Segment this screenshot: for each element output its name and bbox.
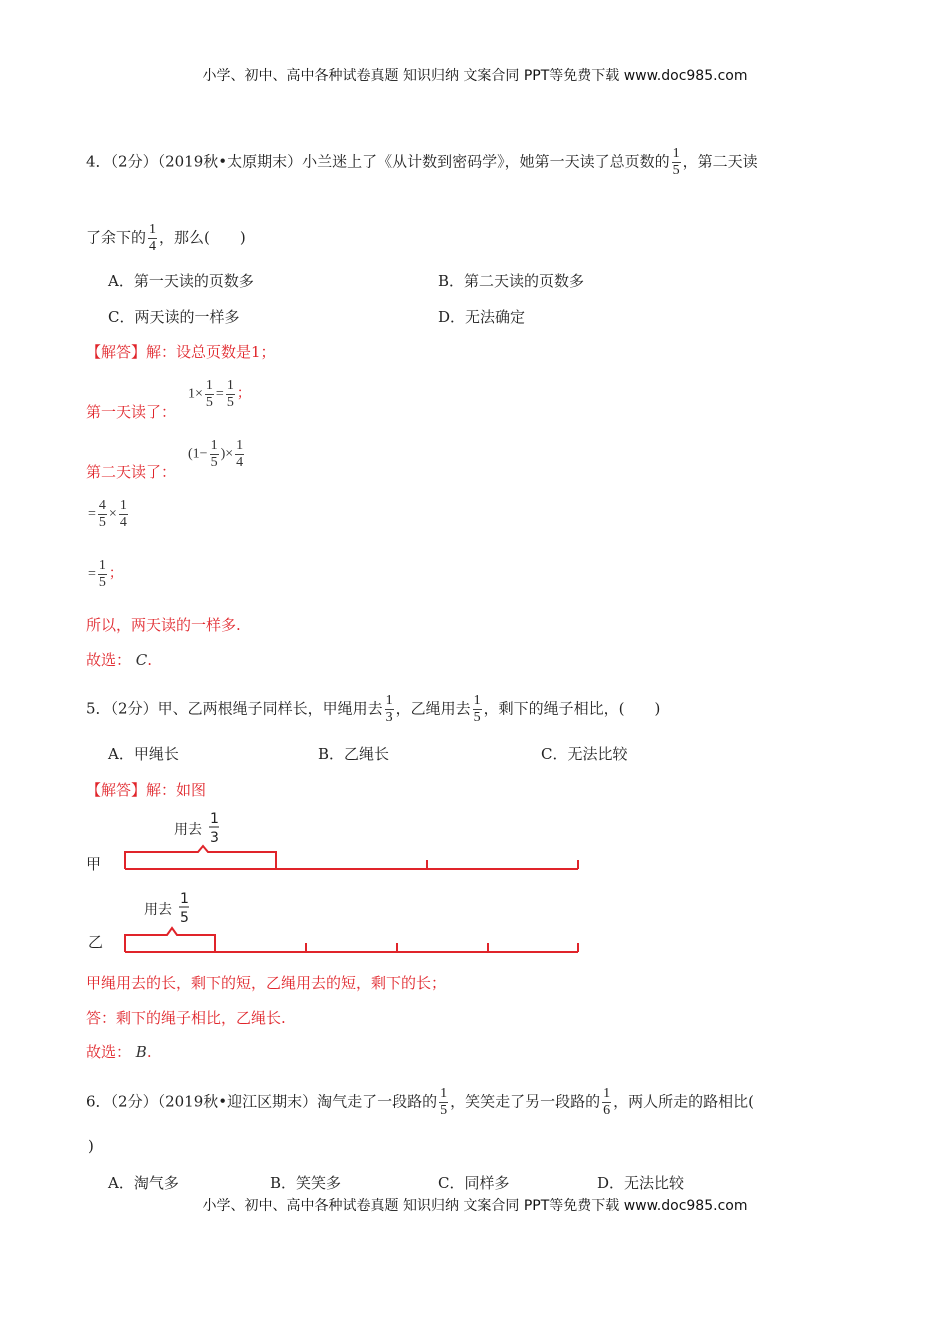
option-d: D．无法比较 (597, 1174, 685, 1192)
solution-line1: 甲绳用去的长，剩下的短，乙绳用去的短，剩下的长； (86, 974, 447, 992)
brace-yi (125, 928, 215, 943)
solution-day1-label: 第一天读了： (86, 403, 177, 421)
fraction: $\frac{1}{5}$ (672, 146, 680, 178)
rope-diagram (80, 800, 600, 960)
option-b: B．第二天读的页数多 (438, 272, 585, 290)
question-4-stem-line2: 了余下的 $\frac{1}{4}$ ，那么( ) (86, 222, 246, 254)
option-c: C．两天读的一样多 (108, 308, 240, 326)
q4-text: 4．（2分）（2019秋•太原期末）小兰迷上了《从计数到密码学》，她第一天读了总页数的 (86, 152, 670, 171)
svg-text:3: 3 (210, 830, 219, 846)
label-jia: 甲 (86, 855, 102, 873)
solution-day2-label: 第二天读了： (86, 463, 177, 481)
solution-intro: 【解答】解：如图 (86, 781, 207, 799)
label-yi: 乙 (88, 933, 104, 951)
brace-jia (125, 846, 276, 860)
q4-text: ，第二天读 (682, 152, 758, 171)
equation-day2: (1− $\frac{1}{5}$ )× $\frac{1}{4}$ (188, 438, 244, 470)
svg-text:用去: 用去 (144, 902, 172, 918)
svg-text:用去: 用去 (174, 822, 202, 838)
solution-intro: 【解答】解：设总页数是1； (86, 343, 276, 361)
svg-text:5: 5 (180, 910, 189, 926)
page-header: 小学、初中、高中各种试卷真题 知识归纳 文案合同 PPT等免费下载 www.doc985.com (202, 68, 748, 84)
option-a: A．淘气多 (108, 1174, 179, 1192)
solution-line2: 答：剩下的绳子相比，乙绳长. (86, 1009, 286, 1027)
question-6-close: ) (88, 1137, 94, 1155)
option-b: B．笑笑多 (270, 1174, 342, 1192)
option-d: D．无法确定 (438, 308, 526, 326)
svg-text:1: 1 (210, 811, 219, 827)
solution-conclusion: 所以，两天读的一样多. (86, 616, 241, 634)
equation-step2: = $\frac{4}{5}$ × $\frac{1}{4}$ (88, 498, 127, 530)
equation-day1: 1× $\frac{1}{5}$ = $\frac{1}{5}$ ； (188, 378, 251, 410)
option-a: A．第一天读的页数多 (108, 272, 254, 290)
question-5-stem: 5．（2分）甲、乙两根绳子同样长，甲绳用去 $\frac{1}{3}$ ，乙绳用去 $\frac{1}{5}$ ，剩下的绳子相比，( ) (86, 693, 661, 725)
solution-answer: 故选： C. (86, 651, 153, 669)
equation-step3: = $\frac{1}{5}$ ； (88, 558, 123, 590)
fraction: $\frac{1}{4}$ (149, 222, 157, 254)
svg-text:1: 1 (180, 891, 189, 907)
question-4-stem (86, 146, 758, 179)
option-b: B．乙绳长 (318, 745, 390, 763)
question-6-stem: 6．（2分）（2019秋•迎江区期末）淘气走了一段路的 $\frac{1}{5}$ ，笑笑走了另一段路的 $\frac{1}{6}$ ，两人所走的路相比( (86, 1086, 754, 1118)
option-c: C．同样多 (438, 1174, 510, 1192)
option-a: A．甲绳长 (108, 745, 179, 763)
option-c: C．无法比较 (541, 745, 628, 763)
page-footer: 小学、初中、高中各种试卷真题 知识归纳 文案合同 PPT等免费下载 www.doc985.com (202, 1198, 748, 1214)
solution-answer: 故选： B. (86, 1043, 152, 1061)
